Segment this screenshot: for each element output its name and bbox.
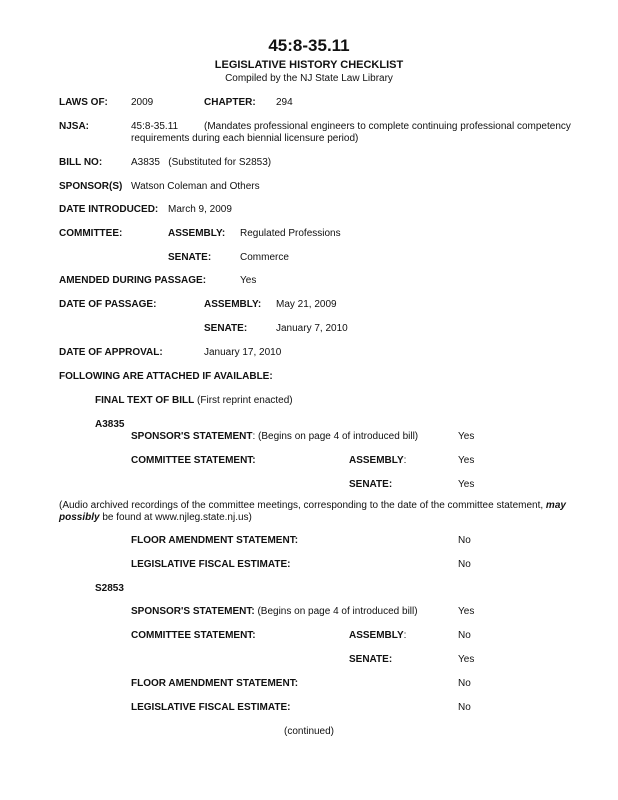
continued-note: (continued): [283, 726, 335, 737]
s2853-sponsor-label: SPONSOR'S STATEMENT:: [131, 606, 255, 617]
passage-senate-label: SENATE:: [204, 323, 248, 334]
njsa-label: NJSA:: [59, 121, 90, 132]
final-text-label: FINAL TEXT OF BILL: [95, 395, 195, 406]
a3835-floor-value: No: [458, 535, 471, 546]
s2853-floor-value: No: [458, 678, 471, 689]
date-of-approval-label: DATE OF APPROVAL:: [59, 347, 163, 358]
attached-heading: FOLLOWING ARE ATTACHED IF AVAILABLE:: [59, 371, 273, 382]
a3835-assembly-row: [349, 455, 406, 467]
committee-assembly-value: Regulated Professions: [240, 228, 341, 239]
a3835-sponsor-label: SPONSOR'S STATEMENT: [131, 431, 253, 442]
a3835-sponsor-row: [131, 431, 418, 443]
a3835-fiscal-label: LEGISLATIVE FISCAL ESTIMATE:: [131, 559, 291, 570]
s2853-assembly-colon: :: [403, 630, 407, 641]
amended-value: Yes: [240, 275, 257, 286]
s2853-fiscal-value: No: [458, 702, 471, 713]
audio-note-emphasis: may possibly: [59, 500, 566, 523]
a3835-fiscal-value: No: [458, 559, 471, 570]
amended-label: AMENDED DURING PASSAGE:: [59, 275, 207, 286]
njsa-section: 45:8-35.11: [131, 121, 179, 132]
committee-assembly-label: ASSEMBLY:: [168, 228, 226, 239]
s2853-assembly-row: [349, 630, 406, 642]
s2853-floor-label: FLOOR AMENDMENT STATEMENT:: [131, 678, 299, 689]
committee-label: COMMITTEE:: [59, 228, 123, 239]
a3835-assembly-value: Yes: [458, 455, 475, 466]
page-subtitle: LEGISLATIVE HISTORY CHECKLIST: [214, 59, 404, 71]
sponsors-label: SPONSOR(S): [59, 181, 123, 192]
committee-senate-label: SENATE:: [168, 252, 212, 263]
a3835-senate-label: SENATE:: [349, 479, 393, 490]
a3835-sponsor-value: Yes: [458, 431, 475, 442]
a3835-sponsor-note: : (Begins on page 4 of introduced bill): [252, 431, 419, 442]
page-title: 45:8-35.11: [268, 36, 350, 55]
s2853-sponsor-value: Yes: [458, 606, 475, 617]
bill-no-label: BILL NO:: [59, 157, 103, 168]
a3835-floor-label: FLOOR AMENDMENT STATEMENT:: [131, 535, 299, 546]
s2853-bill-label: S2853: [95, 583, 124, 594]
laws-of-label: LAWS OF:: [59, 97, 108, 108]
final-text-row: [95, 395, 293, 407]
a3835-assembly-label: ASSEMBLY: [349, 455, 404, 466]
chapter-label: CHAPTER:: [204, 97, 256, 108]
s2853-assembly-label: ASSEMBLY: [349, 630, 404, 641]
date-of-approval-value: January 17, 2010: [204, 347, 282, 358]
a3835-assembly-colon: :: [403, 455, 407, 466]
audio-note-part2: be found at www.njleg.state.nj.us): [99, 512, 252, 523]
audio-note-part1: (Audio archived recordings of the committee meetings, corresponding to the date of the committee statement,: [59, 500, 546, 511]
date-introduced-value: March 9, 2009: [168, 204, 232, 215]
date-introduced-label: DATE INTRODUCED:: [59, 204, 159, 215]
compiled-by: Compiled by the NJ State Law Library: [225, 73, 393, 84]
s2853-committee-label: COMMITTEE STATEMENT:: [131, 630, 256, 641]
s2853-sponsor-note: (Begins on page 4 of introduced bill): [254, 606, 418, 617]
s2853-fiscal-label: LEGISLATIVE FISCAL ESTIMATE:: [131, 702, 291, 713]
passage-assembly-value: May 21, 2009: [276, 299, 337, 310]
s2853-senate-value: Yes: [458, 654, 475, 665]
a3835-senate-value: Yes: [458, 479, 475, 490]
njsa-description-line1: (Mandates professional engineers to complete continuing professional competency: [204, 121, 571, 132]
chapter-value: 294: [276, 97, 293, 108]
a3835-bill-label: A3835: [95, 419, 125, 430]
s2853-sponsor-row: [131, 606, 418, 618]
committee-senate-value: Commerce: [240, 252, 289, 263]
a3835-committee-label: COMMITTEE STATEMENT:: [131, 455, 256, 466]
passage-senate-value: January 7, 2010: [276, 323, 348, 334]
date-of-passage-label: DATE OF PASSAGE:: [59, 299, 157, 310]
s2853-assembly-value: No: [458, 630, 471, 641]
sponsors-value: Watson Coleman and Others: [131, 181, 260, 192]
final-text-note: (First reprint enacted): [197, 395, 293, 406]
njsa-description-line2: requirements during each biennial licensure period): [131, 133, 359, 144]
laws-of-value: 2009: [131, 97, 154, 108]
passage-assembly-label: ASSEMBLY:: [204, 299, 262, 310]
s2853-senate-label: SENATE:: [349, 654, 393, 665]
bill-no-value: A3835 (Substituted for S2853): [131, 157, 272, 168]
audio-note: [59, 500, 604, 524]
